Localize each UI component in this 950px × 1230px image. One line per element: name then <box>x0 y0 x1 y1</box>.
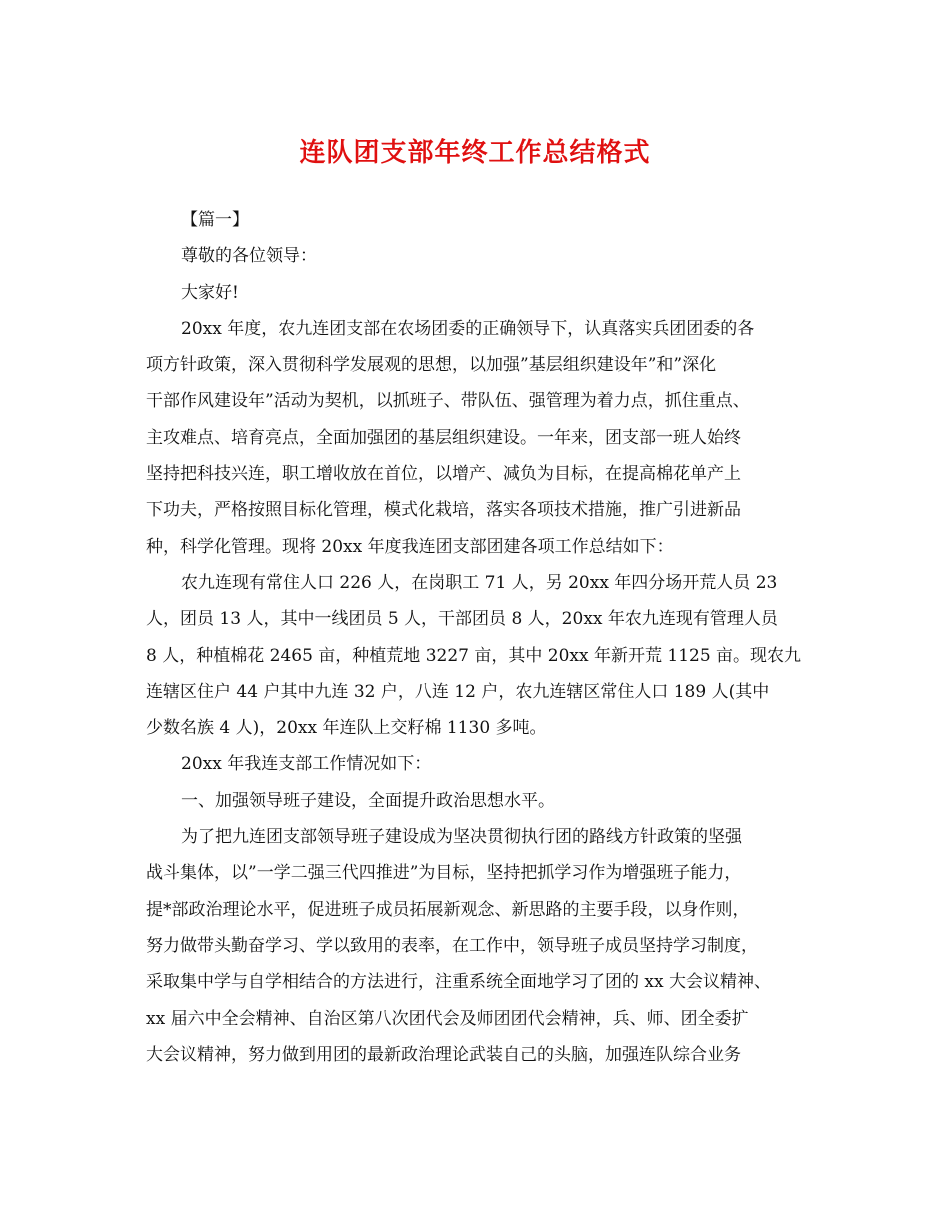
text-line: 【篇一】 <box>181 210 249 230</box>
document-title: 连队团支部年终工作总结格式 <box>299 138 651 168</box>
text-line: 人，团员 13 人，其中一线团员 5 人，干部团员 8 人，20xx 年农九连现有管理人员 <box>146 609 778 630</box>
text-line: 连辖区住户 44 户其中九连 32 户，八连 12 户，农九连辖区常住人口 189 人(其中 <box>146 681 770 702</box>
text-line: 少数名族 4 人)，20xx 年连队上交籽棉 1130 多吨。 <box>146 718 547 739</box>
text-line: 为了把九连团支部领导班子建设成为坚决贯彻执行团的路线方针政策的坚强 <box>181 827 742 848</box>
document-body <box>146 202 806 1073</box>
text-line: 20xx 年度，农九连团支部在农场团委的正确领导下，认真落实兵团团委的各 <box>181 318 755 339</box>
text-line: 农九连现有常住人口 226 人，在岗职工 71 人，另 20xx 年四分场开荒人员 23 <box>181 572 778 593</box>
text-line: 主攻难点、培育亮点，全面加强团的基层组织建设。一年来，团支部一班人始终 <box>146 427 741 448</box>
text-line: 坚持把科技兴连，职工增收放在首位，以增产、减负为目标，在提高棉花单产上 <box>146 464 741 485</box>
text-line: 努力做带头勤奋学习、学以致用的表率，在工作中，领导班子成员坚持学习制度， <box>146 935 758 956</box>
text-line: 大会议精神，努力做到用团的最新政治理论武装自己的头脑，加强连队综合业务 <box>146 1044 741 1065</box>
text-line: 8 人，种植棉花 2465 亩，种植荒地 3227 亩，其中 20xx 年新开荒 1125 亩。现农九 <box>146 645 802 666</box>
text-line: 20xx 年我连支部工作情况如下： <box>181 754 432 775</box>
text-line: xx 届六中全会精神、自治区第八次团代会及师团团代会精神，兵、师、团全委扩 <box>146 1008 749 1029</box>
text-line: 大家好! <box>181 282 239 303</box>
text-line: 种，科学化管理。现将 20xx 年度我连团支部团建各项工作总结如下： <box>146 536 674 557</box>
text-line: 一、加强领导班子建设，全面提升政治思想水平。 <box>181 790 555 811</box>
text-line: 提*部政治理论水平，促进班子成员拓展新观念、新思路的主要手段，以身作则， <box>146 899 750 920</box>
text-line: 项方针政策，深入贯彻科学发展观的思想，以加强”基层组织建设年”和”深化 <box>146 355 717 376</box>
text-line: 战斗集体，以”一学二强三代四推进”为目标，坚持把抓学习作为增强班子能力， <box>146 863 742 884</box>
text-line: 采取集中学与自学相结合的方法进行，注重系统全面地学习了团的 xx 大会议精神、 <box>146 972 771 993</box>
text-line: 下功夫，严格按照目标化管理，模式化栽培，落实各项技术措施，推广引进新品 <box>146 500 741 521</box>
text-line: 干部作风建设年”活动为契机，以抓班子、带队伍、强管理为着力点，抓住重点、 <box>146 391 750 412</box>
text-line: 尊敬的各位领导： <box>181 246 317 267</box>
